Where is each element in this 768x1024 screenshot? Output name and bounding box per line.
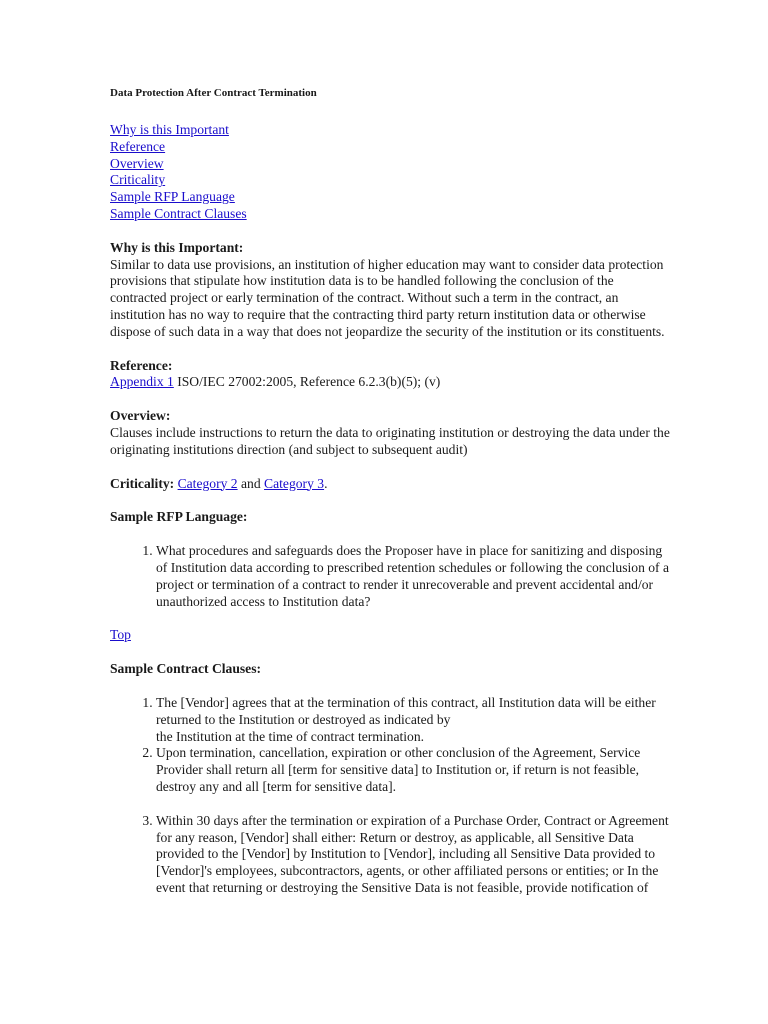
top-link[interactable]: Top: [110, 627, 131, 643]
section-heading-overview: Overview:: [110, 408, 171, 424]
rfp-list: [110, 543, 670, 610]
section-body-overview: Clauses include instructions to return the data to originating institution or destroying the data under the originating institutions direction (and subject to subsequent audit): [110, 424, 670, 457]
section-reference: [110, 358, 670, 392]
list-item: 3. Within 30 days after the termination or expiration of a Purchase Order, Contract or Agreement for any reason, [Vendor] shall either: Return or destroy, as applicable, all Sensitive Data provided to the [Vendor] by Institution to [Vendor], including all Sensitive Data provided to [Vendor]'s employees, subcontractors, agents, or other affiliated persons or entities; or In the event that returning or destroying the Sensitive Data is not feasible, provide notification of: [156, 813, 670, 897]
reference-line: [110, 374, 670, 391]
criticality-line: [110, 476, 670, 493]
reference-text: ISO/IEC 27002:2005, Reference 6.2.3(b)(5); (v): [173, 374, 441, 390]
toc-link-why[interactable]: Why is this Important: [110, 122, 229, 137]
section-overview: [110, 408, 670, 458]
clause-list: [110, 695, 670, 897]
toc-link-rfp-language[interactable]: Sample RFP Language: [110, 189, 235, 205]
list-item: [156, 695, 670, 745]
section-clauses: [110, 661, 670, 897]
section-heading-criticality: Criticality:: [110, 475, 175, 491]
toc-link-reference[interactable]: Reference: [110, 138, 166, 154]
appendix-link[interactable]: Appendix 1: [110, 374, 174, 390]
section-heading-reference: Reference:: [110, 357, 173, 373]
section-heading-why: Why is this Important:: [110, 239, 244, 255]
list-item: 2. Upon termination, cancellation, expiration or other conclusion of the Agreement, Service Provider shall return all [term for sensitive data] to Institution or, if return is not feasible, destroy any and all [term for sensitive data].: [156, 745, 670, 795]
toc-link-contract-clauses[interactable]: Sample Contract Clauses: [110, 205, 247, 221]
criticality-connector: and: [237, 475, 265, 491]
category-2-link[interactable]: Category 2: [177, 475, 238, 491]
toc-link-overview[interactable]: Overview: [110, 155, 164, 171]
section-heading-rfp: Sample RFP Language:: [110, 509, 248, 525]
section-heading-clauses: Sample Contract Clauses:: [110, 661, 262, 677]
section-body-why: Similar to data use provisions, an institution of higher education may want to consider data protection provisions that stipulate how institution data is to be handled following the conclusion of the contracted project or early termination of the contract. Without such a term in the contract, an institution has no way to require that the contracting third party return institution data or otherwise dispose of such data in a way that does not jeopardize the security of the institution or its constituents.: [110, 256, 665, 339]
section-why: [110, 240, 670, 341]
top-link-row: [110, 627, 670, 644]
document-title: Data Protection After Contract Termination: [110, 87, 317, 99]
list-item: 1. What procedures and safeguards does the Proposer have in place for sanitizing and disposing of Institution data according to prescribed retention schedules or following the conclusion of a project or termination of a contract to render it unrecoverable and prevent accidental and/or unauthorized access to Institution data?: [156, 543, 670, 610]
category-3-link[interactable]: Category 3: [264, 475, 325, 491]
criticality-end: .: [324, 475, 328, 491]
clause-1-text-cont: the Institution at the time of contract termination.: [156, 728, 425, 744]
clause-1-text: The [Vendor] agrees that at the termination of this contract, all Institution data will be either returned to the Institution or destroyed as indicated by: [156, 694, 656, 727]
document-page: [110, 86, 670, 897]
table-of-contents: [110, 122, 670, 223]
section-rfp: [110, 509, 670, 610]
toc-link-criticality[interactable]: Criticality: [110, 172, 166, 188]
section-criticality: [110, 476, 670, 493]
